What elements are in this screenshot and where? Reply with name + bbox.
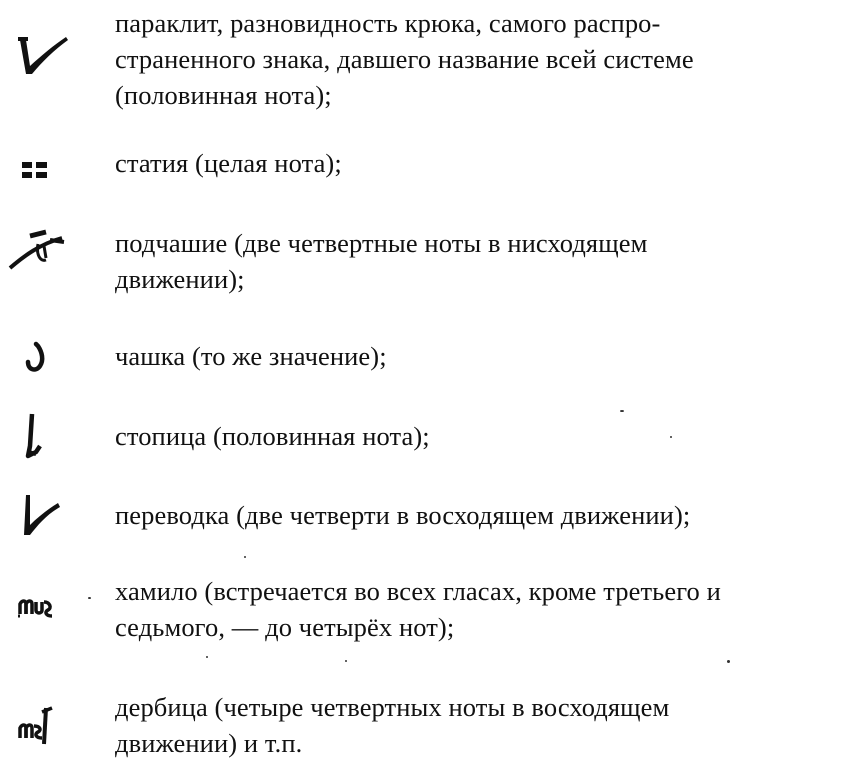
entry-text: статия (целая нота); xyxy=(115,148,342,178)
statiya-icon xyxy=(6,136,82,196)
scan-speck xyxy=(206,656,208,658)
derbitsa-icon xyxy=(6,698,82,758)
entry-text: дербица (четыре четвертных ноты в восходящем движении) и т.п. xyxy=(115,692,670,758)
entry-text: чашка (то же значение); xyxy=(115,341,387,371)
khamilo-icon xyxy=(6,580,82,640)
entry-text: стопица (половинная нота); xyxy=(115,421,430,451)
scan-speck xyxy=(88,597,91,599)
perevodka-icon xyxy=(6,489,82,549)
entry-text: переводка (две четверти в восходящем движении); xyxy=(115,500,691,530)
scan-speck xyxy=(345,660,347,662)
entry-text: параклит, разновидность крюка, самого распро- страненного знака, давшего название всей системе (половинная нота); xyxy=(115,8,694,110)
stopitsa-icon xyxy=(6,408,82,468)
scan-speck xyxy=(727,660,730,663)
podchashie-icon xyxy=(6,216,82,276)
scan-speck xyxy=(244,556,246,558)
scan-speck xyxy=(670,436,672,438)
paraklit-kryuk-icon xyxy=(6,28,82,88)
scan-speck xyxy=(620,410,624,412)
entry-text: подчашие (две четвертные ноты в нисходящем движении); xyxy=(115,228,648,294)
chashka-icon xyxy=(6,330,82,390)
entry-text: хамило (встречается во всех гласах, кроме третьего и седьмого, — до четырёх нот); xyxy=(115,576,721,642)
